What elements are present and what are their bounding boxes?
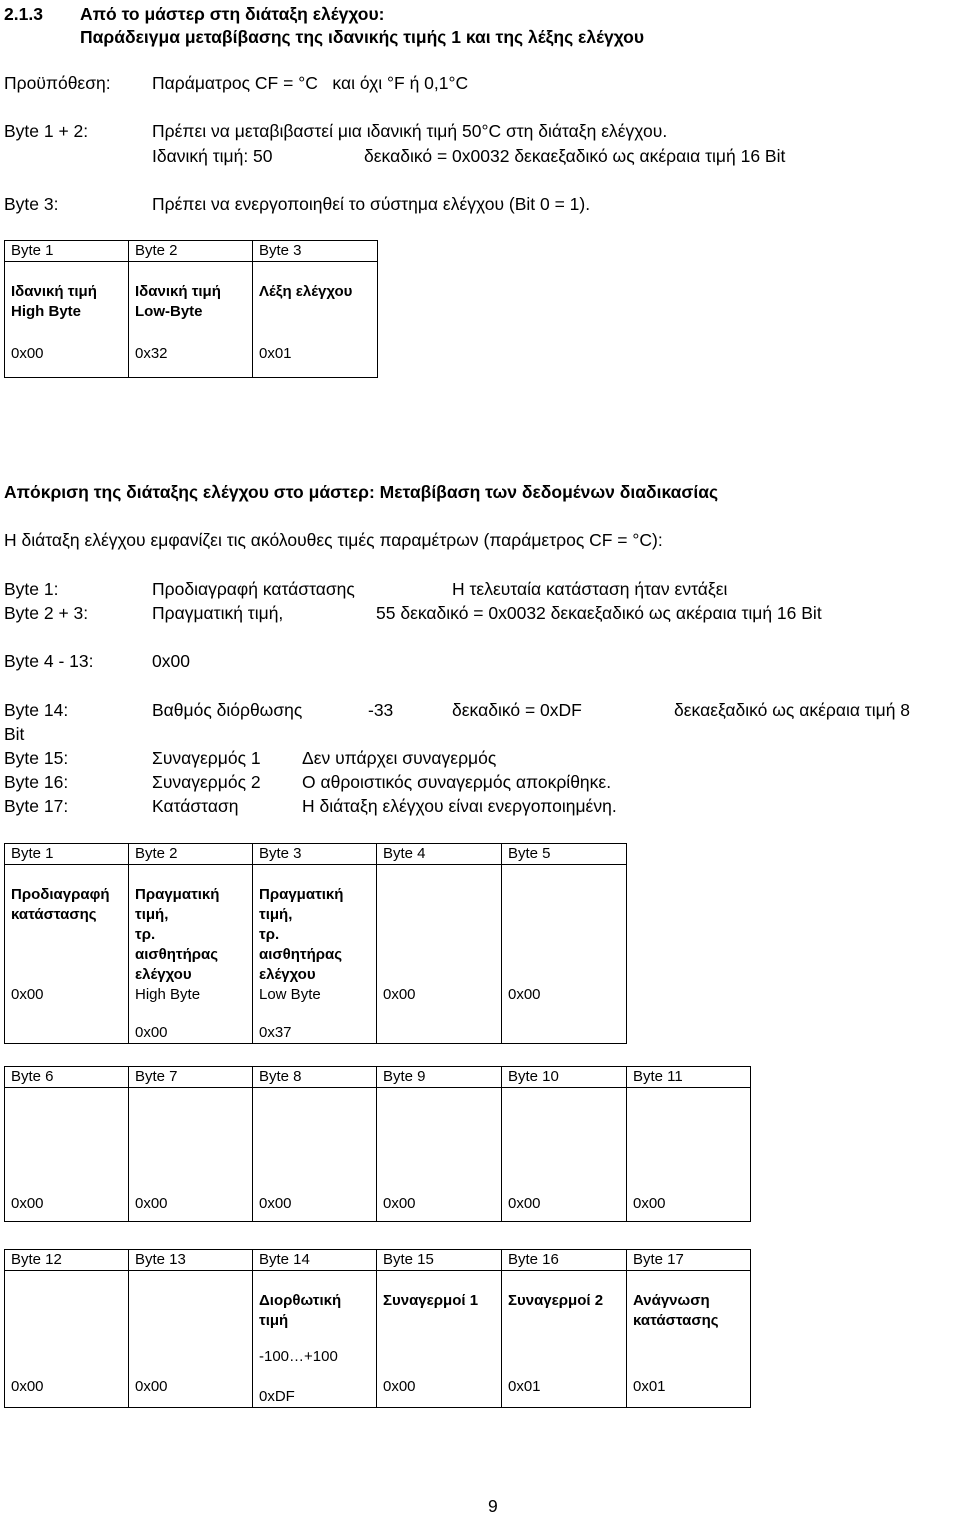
- table2-cell: [253, 865, 377, 1044]
- response-table-bytes-1-5: [4, 843, 627, 1044]
- table3-header: Byte 7: [129, 1067, 253, 1088]
- resp-b1-a: Προδιαγραφή κατάστασης: [152, 579, 355, 599]
- table2-label: τρ.: [135, 926, 156, 943]
- table3-value: 0x00: [383, 1195, 416, 1212]
- resp-b23-b: 55 δεκαδικό = 0x0032 δεκαεξαδικό ως ακέραια τιμή 16 Bit: [376, 603, 822, 623]
- table1-cell: [253, 262, 378, 378]
- table2-label: ελέγχου: [259, 966, 316, 983]
- resp-b14-d: δεκαεξαδικό ως ακέραια τιμή 8: [674, 700, 911, 720]
- table3-cell: [502, 1088, 627, 1222]
- table3-value: 0x00: [508, 1195, 541, 1212]
- resp-b17-label: Byte 17:: [4, 796, 69, 816]
- table3-cell: [377, 1088, 502, 1222]
- table4-header: Byte 16: [502, 1250, 627, 1271]
- table1-header: Byte 1: [5, 241, 129, 262]
- resp-b14-c: δεκαδικό = 0xDF: [452, 700, 582, 720]
- table1-header: Byte 3: [253, 241, 378, 262]
- table1-cell: [129, 262, 253, 378]
- table1-value: 0x01: [259, 345, 292, 362]
- table4-header: Byte 12: [5, 1250, 129, 1271]
- table4-value: 0x01: [508, 1378, 541, 1395]
- table2-label: ελέγχου: [135, 966, 192, 983]
- setpoint-table: [4, 240, 378, 378]
- table4-header: Byte 13: [129, 1250, 253, 1271]
- table4-label: Συναγερμοί 1: [383, 1292, 479, 1309]
- byte12-line1: Πρέπει να μεταβιβαστεί μια ιδανική τιμή 50°C στη διάταξη ελέγχου.: [152, 121, 668, 141]
- table2-label: τιμή,: [135, 906, 169, 923]
- table2-label: τιμή,: [259, 906, 293, 923]
- resp-b413-label: Byte 4 - 13:: [4, 651, 94, 671]
- resp-b17-a: Κατάσταση: [152, 796, 239, 816]
- table3-header: Byte 9: [377, 1067, 502, 1088]
- section-number: 2.1.3: [4, 4, 43, 24]
- table3-header: Byte 8: [253, 1067, 377, 1088]
- table3-value: 0x00: [633, 1195, 666, 1212]
- table2-label: αισθητήρας: [135, 946, 219, 963]
- table4-cell: [5, 1271, 129, 1408]
- table3-value: 0x00: [11, 1195, 44, 1212]
- resp-b14-b: -33: [368, 700, 394, 720]
- response-table-bytes-6-11: [4, 1066, 751, 1222]
- resp-b16-label: Byte 16:: [4, 772, 69, 792]
- table2-value: 0x00: [383, 986, 416, 1003]
- table4-header: Byte 17: [627, 1250, 751, 1271]
- resp-b1-label: Byte 1:: [4, 579, 59, 599]
- table4-label: Ανάγνωση: [633, 1292, 710, 1309]
- table2-label: Πραγματική: [259, 886, 344, 903]
- table4-label: Διορθωτική: [259, 1292, 342, 1309]
- section-title-line2: Παράδειγμα μεταβίβασης της ιδανικής τιμής 1 και της λέξης ελέγχου: [80, 27, 645, 47]
- table1-label: Ιδανική τιμή: [135, 283, 221, 300]
- resp-b16-b: Ο αθροιστικός συναγερμός αποκρίθηκε.: [302, 772, 612, 792]
- response-intro: Η διάταξη ελέγχου εμφανίζει τις ακόλουθες τιμές παραμέτρων (παράμετρος CF = °C):: [4, 530, 663, 550]
- table4-label: Συναγερμοί 2: [508, 1292, 604, 1309]
- precondition-label: Προϋπόθεση:: [4, 73, 111, 93]
- table3-header: Byte 11: [627, 1067, 751, 1088]
- byte3-label: Byte 3:: [4, 194, 59, 214]
- table3-cell: [5, 1088, 129, 1222]
- table2-header: Byte 1: [5, 844, 129, 865]
- table2-label: κατάστασης: [11, 906, 97, 923]
- table1-label: Ιδανική τιμή: [11, 283, 97, 300]
- table2-label: τρ.: [259, 926, 280, 943]
- table3-cell: [253, 1088, 377, 1222]
- table2-value: 0x00: [135, 1024, 168, 1041]
- table1-label: Λέξη ελέγχου: [259, 283, 353, 300]
- table2-header: Byte 5: [502, 844, 627, 865]
- table2-cell: [5, 865, 129, 1044]
- table4-value: 0x01: [633, 1378, 666, 1395]
- table3-header: Byte 10: [502, 1067, 627, 1088]
- resp-b15-b: Δεν υπάρχει συναγερμός: [302, 748, 497, 768]
- table2-header: Byte 2: [129, 844, 253, 865]
- table2-label: Προδιαγραφή: [11, 886, 110, 903]
- table4-value: 0x00: [135, 1378, 168, 1395]
- table2-sublabel: High Byte: [135, 986, 201, 1003]
- byte12-label: Byte 1 + 2:: [4, 121, 89, 141]
- byte12-line2a: Ιδανική τιμή: 50: [152, 146, 273, 166]
- table4-value: 0x00: [383, 1378, 416, 1395]
- table4-label: κατάστασης: [633, 1312, 719, 1329]
- byte3-text: Πρέπει να ενεργοποιηθεί το σύστημα ελέγχου (Bit 0 = 1).: [152, 194, 591, 214]
- table2-cell: [129, 865, 253, 1044]
- table4-cell: [129, 1271, 253, 1408]
- response-heading: Απόκριση της διάταξης ελέγχου στο μάστερ: Μεταβίβαση των δεδομένων διαδικασίας: [4, 482, 719, 502]
- table4-header: Byte 15: [377, 1250, 502, 1271]
- table2-value: 0x00: [11, 986, 44, 1003]
- table1-header: Byte 2: [129, 241, 253, 262]
- resp-b14-a: Βαθμός διόρθωσης: [152, 700, 303, 720]
- table4-cell: [253, 1271, 377, 1408]
- table3-cell: [129, 1088, 253, 1222]
- table3-value: 0x00: [259, 1195, 292, 1212]
- resp-b1-b: Η τελευταία κατάσταση ήταν εντάξει: [452, 579, 728, 599]
- table1-cell: [5, 262, 129, 378]
- table1-value: 0x00: [11, 345, 44, 362]
- resp-b17-b: Η διάταξη ελέγχου είναι ενεργοποιημένη.: [302, 796, 617, 816]
- resp-b15-a: Συναγερμός 1: [152, 748, 261, 768]
- byte12-line2b: δεκαδικό = 0x0032 δεκαεξαδικό ως ακέραια τιμή 16 Bit: [364, 146, 786, 166]
- table2-value: 0x37: [259, 1024, 292, 1041]
- resp-b14-e: Bit: [4, 724, 25, 744]
- resp-b413-a: 0x00: [152, 651, 190, 671]
- resp-b16-a: Συναγερμός 2: [152, 772, 261, 792]
- table2-sublabel: Low Byte: [259, 986, 321, 1003]
- table3-header: Byte 6: [5, 1067, 129, 1088]
- resp-b14-label: Byte 14:: [4, 700, 69, 720]
- table2-header: Byte 3: [253, 844, 377, 865]
- table2-value: 0x00: [508, 986, 541, 1003]
- table2-cell: [502, 865, 627, 1044]
- table4-header: Byte 14: [253, 1250, 377, 1271]
- table2-cell: [377, 865, 502, 1044]
- table2-label: αισθητήρας: [259, 946, 343, 963]
- table2-header: Byte 4: [377, 844, 502, 865]
- table3-cell: [627, 1088, 751, 1222]
- section-title-line1: Από το μάστερ στη διάταξη ελέγχου:: [80, 4, 385, 24]
- table4-cell: [377, 1271, 502, 1408]
- resp-b23-a: Πραγματική τιμή,: [152, 603, 284, 623]
- table4-cell: [627, 1271, 751, 1408]
- table3-value: 0x00: [135, 1195, 168, 1212]
- resp-b15-label: Byte 15:: [4, 748, 69, 768]
- table2-label: Πραγματική: [135, 886, 220, 903]
- page-number: 9: [488, 1496, 498, 1516]
- table4-value: 0xDF: [259, 1388, 295, 1405]
- table1-value: 0x32: [135, 345, 168, 362]
- table1-label: Low-Byte: [135, 303, 203, 320]
- table4-label: τιμή: [259, 1312, 289, 1329]
- precondition-text: Παράματρος CF = °C και όχι °F ή 0,1°C: [152, 73, 469, 93]
- resp-b23-label: Byte 2 + 3:: [4, 603, 89, 623]
- table1-label: High Byte: [11, 303, 82, 320]
- response-table-bytes-12-17: [4, 1249, 751, 1408]
- table4-cell: [502, 1271, 627, 1408]
- table4-value: 0x00: [11, 1378, 44, 1395]
- table4-range: -100…+100: [259, 1348, 338, 1365]
